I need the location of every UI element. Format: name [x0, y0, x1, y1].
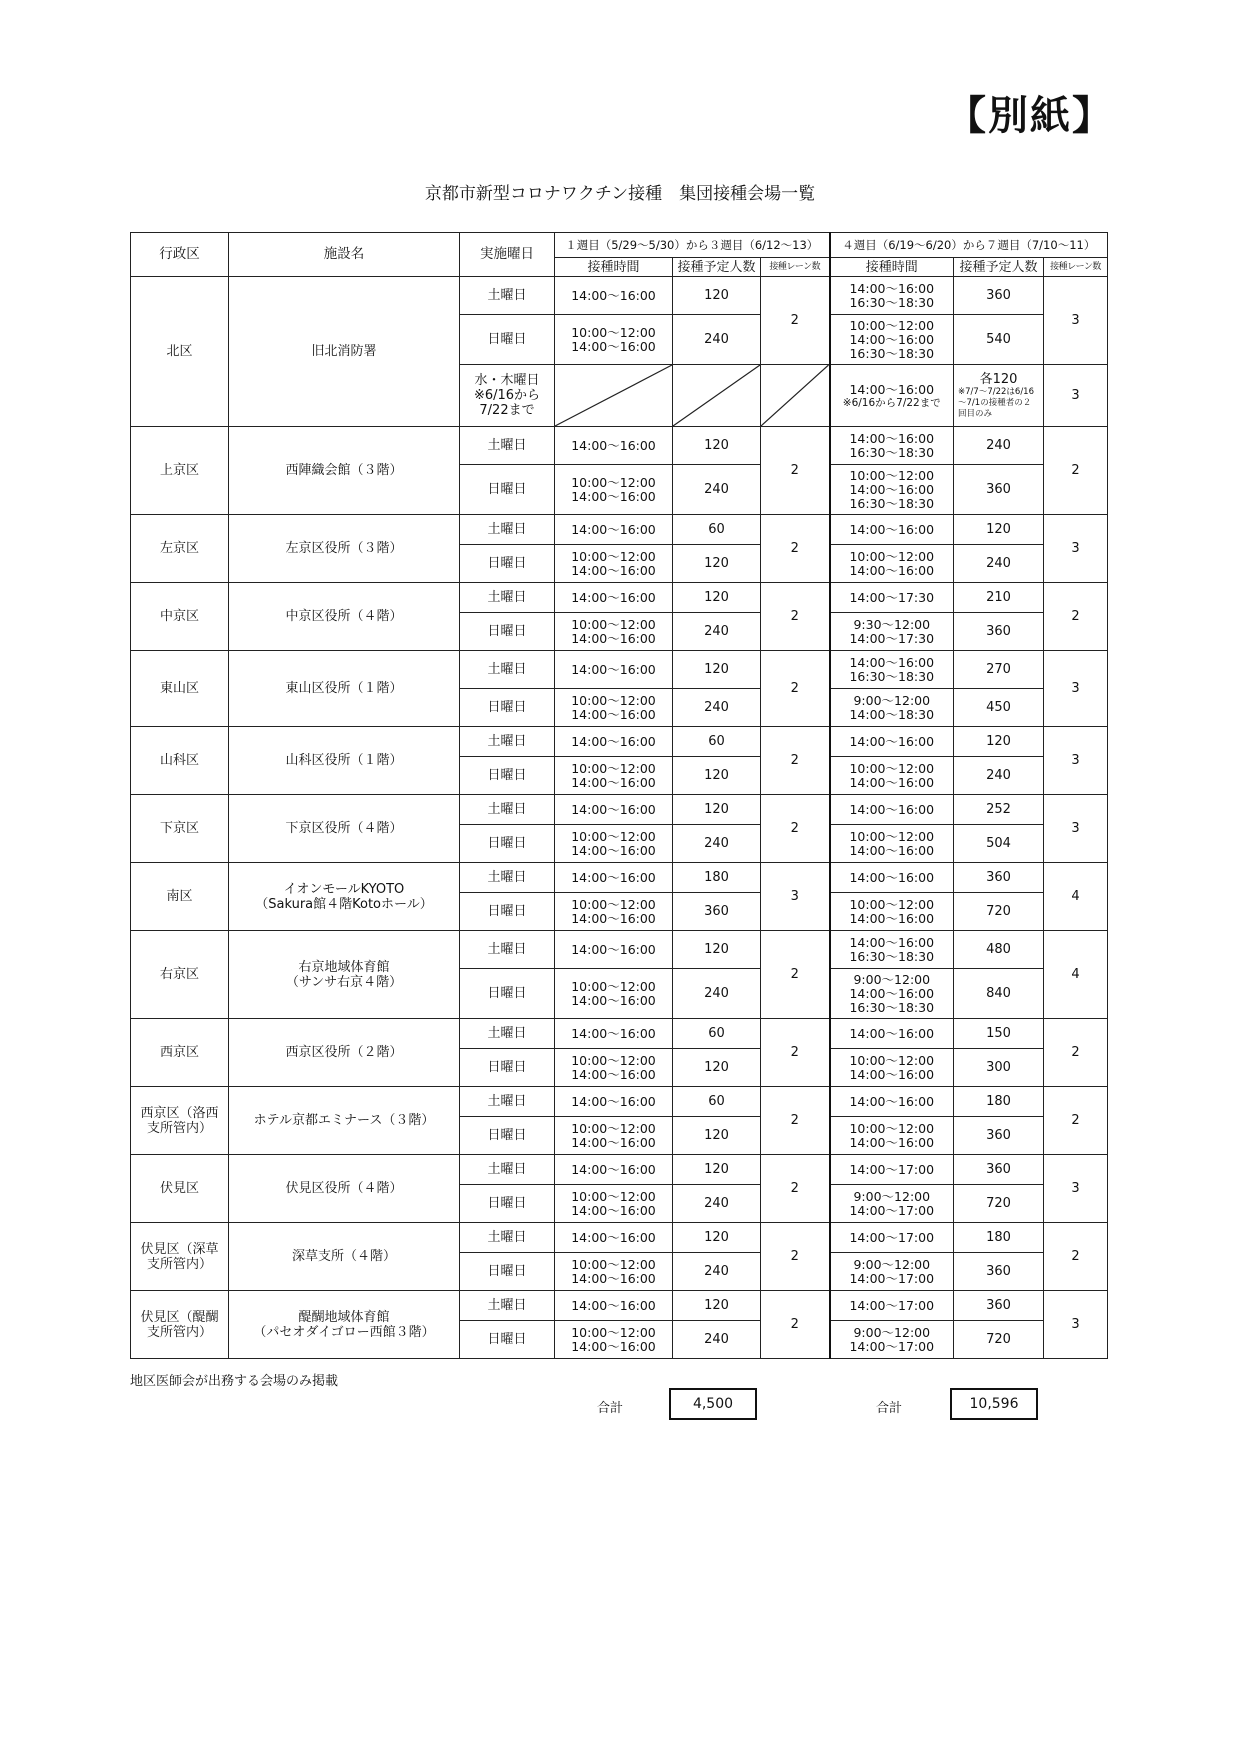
day-cell: 土曜日 [460, 863, 555, 893]
people-cell-period-2: 360 [954, 465, 1044, 515]
people-cell-period-2: 840 [954, 969, 1044, 1019]
lanes-cell-period-2: 3 [1044, 651, 1108, 727]
lanes-cell-period-1: 2 [761, 583, 830, 651]
people-cell-period-1: 240 [673, 315, 761, 365]
people-cell-period-1: 120 [673, 1291, 761, 1321]
day-cell: 土曜日 [460, 931, 555, 969]
time-cell-period-1: 10:00～12:00 14:00～16:00 [555, 969, 673, 1019]
people-cell-period-1: 120 [673, 545, 761, 583]
lanes-cell-period-2: 2 [1044, 427, 1108, 515]
lanes-cell-period-2: 3 [1044, 795, 1108, 863]
time-cell-period-1: 10:00～12:00 14:00～16:00 [555, 545, 673, 583]
lanes-cell-period-2: 4 [1044, 863, 1108, 931]
header-people-1: 接種予定人数 [673, 258, 761, 277]
time-cell-period-2: 14:00～16:00 [830, 1087, 954, 1117]
lanes-cell-period-2: 3 [1044, 1291, 1108, 1359]
day-cell: 日曜日 [460, 969, 555, 1019]
time-cell-period-2: 14:00～17:00 [830, 1155, 954, 1185]
lanes-cell-period-1: 3 [761, 863, 830, 931]
people-cell-period-2: 240 [954, 545, 1044, 583]
lanes-cell-period-1: 2 [761, 795, 830, 863]
lanes-cell-period-1: 2 [761, 1019, 830, 1087]
time-cell-period-1: 14:00～16:00 [555, 931, 673, 969]
time-cell-period-1: 14:00～16:00 [555, 277, 673, 315]
people-cell-period-2: 240 [954, 757, 1044, 795]
facility-cell: 旧北消防署 [229, 277, 460, 427]
day-cell: 土曜日 [460, 515, 555, 545]
facility-cell: 東山区役所（１階） [229, 651, 460, 727]
day-cell: 土曜日 [460, 1155, 555, 1185]
people-cell-period-2: 450 [954, 689, 1044, 727]
header-day: 実施曜日 [460, 233, 555, 277]
people-cell-period-2: 150 [954, 1019, 1044, 1049]
ward-cell: 西京区 [131, 1019, 229, 1087]
people-cell-period-2: 720 [954, 1185, 1044, 1223]
venue-table [130, 232, 1108, 1359]
people-cell-period-1: 120 [673, 757, 761, 795]
time-cell-period-2: 9:00～12:00 14:00～18:30 [830, 689, 954, 727]
time-cell-period-2: 14:00～16:00 16:30～18:30 [830, 277, 954, 315]
time-cell-period-2: 14:00～17:30 [830, 583, 954, 613]
ward-cell: 伏見区（深草 支所管内） [131, 1223, 229, 1291]
day-cell: 日曜日 [460, 545, 555, 583]
empty-slash-cell [555, 365, 673, 427]
time-cell-period-1: 10:00～12:00 14:00～16:00 [555, 689, 673, 727]
ward-cell: 北区 [131, 277, 229, 427]
day-cell: 日曜日 [460, 1185, 555, 1223]
day-cell: 土曜日 [460, 1291, 555, 1321]
table-row [131, 427, 1108, 465]
table-row [131, 795, 1108, 825]
lanes-cell-period-2: 3 [1044, 277, 1108, 365]
people-cell-period-1: 240 [673, 1321, 761, 1359]
lanes-cell-period-2: 2 [1044, 1087, 1108, 1155]
day-cell: 日曜日 [460, 1321, 555, 1359]
lanes-cell-period-2: 3 [1044, 515, 1108, 583]
time-cell-period-1: 14:00～16:00 [555, 1019, 673, 1049]
day-cell: 土曜日 [460, 583, 555, 613]
lanes-cell-period-2: 3 [1044, 1155, 1108, 1223]
people-cell-period-1: 240 [673, 613, 761, 651]
facility-cell: 西京区役所（２階） [229, 1019, 460, 1087]
slash-mark [761, 365, 829, 426]
facility-cell: 深草支所（４階） [229, 1223, 460, 1291]
people-cell-period-1: 60 [673, 515, 761, 545]
people-cell-period-2: 360 [954, 613, 1044, 651]
time-cell-period-1: 10:00～12:00 14:00～16:00 [555, 613, 673, 651]
people-cell-period-1: 60 [673, 1087, 761, 1117]
day-cell: 土曜日 [460, 1087, 555, 1117]
table-row [131, 277, 1108, 315]
people-cell-period-1: 120 [673, 1155, 761, 1185]
day-cell: 日曜日 [460, 1117, 555, 1155]
day-cell: 土曜日 [460, 277, 555, 315]
ward-cell: 下京区 [131, 795, 229, 863]
facility-cell: 山科区役所（１階） [229, 727, 460, 795]
time-cell-period-1: 14:00～16:00 [555, 1223, 673, 1253]
time-cell-period-2: 14:00～16:00 [830, 863, 954, 893]
people-cell-period-1: 240 [673, 465, 761, 515]
lanes-cell-period-2: 2 [1044, 1223, 1108, 1291]
people-cell-period-1: 240 [673, 969, 761, 1019]
header-lanes-2: 接種レーン数 [1044, 258, 1108, 277]
people-cell-period-2: 210 [954, 583, 1044, 613]
day-cell: 日曜日 [460, 757, 555, 795]
header-ward: 行政区 [131, 233, 229, 277]
lanes-cell-period-1: 2 [761, 1155, 830, 1223]
facility-cell: ホテル京都エミナース（３階） [229, 1087, 460, 1155]
lanes-cell-period-1: 2 [761, 727, 830, 795]
day-cell: 日曜日 [460, 825, 555, 863]
header-lanes-1: 接種レーン数 [761, 258, 830, 277]
people-cell-period-1: 120 [673, 1049, 761, 1087]
people-cell-period-1: 120 [673, 1223, 761, 1253]
people-cell-period-2: 360 [954, 1253, 1044, 1291]
people-cell-period-1: 240 [673, 1253, 761, 1291]
time-cell-period-2: 10:00～12:00 14:00～16:00 [830, 1117, 954, 1155]
time-cell-period-1: 14:00～16:00 [555, 1155, 673, 1185]
time-note: ※6/16から7/22まで [842, 396, 941, 409]
ward-cell: 伏見区（醍醐 支所管内） [131, 1291, 229, 1359]
ward-cell: 伏見区 [131, 1155, 229, 1223]
table-row [131, 651, 1108, 689]
people-cell-period-2: 480 [954, 931, 1044, 969]
day-cell: 日曜日 [460, 689, 555, 727]
time-cell-period-2: 10:00～12:00 14:00～16:00 [830, 825, 954, 863]
empty-slash-cell [761, 365, 830, 427]
people-cell-period-2: 720 [954, 893, 1044, 931]
day-cell: 水・木曜日 ※6/16から 7/22まで [460, 365, 555, 427]
lanes-cell-period-1: 2 [761, 277, 830, 365]
people-cell-period-1: 120 [673, 583, 761, 613]
ward-cell: 西京区（洛西 支所管内） [131, 1087, 229, 1155]
day-cell: 土曜日 [460, 1019, 555, 1049]
lanes-cell-period-1: 2 [761, 651, 830, 727]
time-cell-period-2: 9:30～12:00 14:00～17:30 [830, 613, 954, 651]
time-cell-period-2: 14:00～16:00 [830, 795, 954, 825]
people-note: ※7/7～7/22は6/16～7/1の接種者の２回目のみ [958, 386, 1034, 419]
time-cell-period-2: 9:00～12:00 14:00～17:00 [830, 1185, 954, 1223]
people-cell-period-2: 360 [954, 277, 1044, 315]
lanes-cell-period-1: 2 [761, 427, 830, 515]
facility-cell: 伏見区役所（４階） [229, 1155, 460, 1223]
people-cell-period-1: 120 [673, 795, 761, 825]
time-cell-period-2: 9:00～12:00 14:00～16:00 16:30～18:30 [830, 969, 954, 1019]
header-period-2: ４週目（6/19～6/20）から７週目（7/10～11） [830, 233, 1108, 258]
people-cell-period-1: 180 [673, 863, 761, 893]
time-cell-period-2: 14:00～16:00 [830, 515, 954, 545]
lanes-cell-period-2: 2 [1044, 1019, 1108, 1087]
people-cell-period-1: 120 [673, 427, 761, 465]
facility-cell: 西陣織会館（３階） [229, 427, 460, 515]
time-cell-period-1: 10:00～12:00 14:00～16:00 [555, 757, 673, 795]
total-value-1: 4,500 [669, 1388, 757, 1420]
lanes-cell-period-1: 2 [761, 1223, 830, 1291]
total-label-1: 合計 [597, 1401, 624, 1416]
table-body [131, 277, 1108, 1359]
time-cell-period-1: 14:00～16:00 [555, 863, 673, 893]
table-row [131, 1087, 1108, 1117]
facility-cell: 右京地域体育館 （サンサ右京４階） [229, 931, 460, 1019]
facility-cell: 醍醐地域体育館 （パセオダイゴロー西館３階） [229, 1291, 460, 1359]
slash-mark [673, 365, 760, 426]
people-value: 各120 [979, 371, 1018, 387]
table-row [131, 1019, 1108, 1049]
time-cell-period-1: 10:00～12:00 14:00～16:00 [555, 825, 673, 863]
header-row [131, 233, 1108, 258]
day-cell: 土曜日 [460, 795, 555, 825]
total-label-2: 合計 [876, 1401, 903, 1416]
people-cell-period-2: 720 [954, 1321, 1044, 1359]
people-cell-period-2: 360 [954, 1291, 1044, 1321]
ward-cell: 左京区 [131, 515, 229, 583]
appendix-tag: 【別紙】 [946, 93, 1114, 139]
people-cell-period-2: 360 [954, 863, 1044, 893]
time-cell-period-1: 10:00～12:00 14:00～16:00 [555, 315, 673, 365]
people-cell-period-1: 60 [673, 727, 761, 757]
day-cell: 土曜日 [460, 1223, 555, 1253]
table-row [131, 1291, 1108, 1321]
people-cell-period-2: 120 [954, 515, 1044, 545]
time-cell-period-2: 10:00～12:00 14:00～16:00 16:30～18:30 [830, 465, 954, 515]
ward-cell: 中京区 [131, 583, 229, 651]
time-cell-period-2: 14:00～17:00 [830, 1223, 954, 1253]
lanes-cell-period-1: 2 [761, 1087, 830, 1155]
people-cell-period-1: 120 [673, 931, 761, 969]
facility-cell: 下京区役所（４階） [229, 795, 460, 863]
ward-cell: 東山区 [131, 651, 229, 727]
time-cell-period-1: 14:00～16:00 [555, 583, 673, 613]
table-row [131, 727, 1108, 757]
time-value: 14:00～16:00 [849, 381, 935, 397]
day-cell: 日曜日 [460, 465, 555, 515]
table-row [131, 515, 1108, 545]
time-cell-period-2: 10:00～12:00 14:00～16:00 [830, 545, 954, 583]
footnote: 地区医師会が出務する会場のみ掲載 [130, 1374, 339, 1389]
day-cell: 土曜日 [460, 427, 555, 465]
table-row [131, 1223, 1108, 1253]
header-people-2: 接種予定人数 [954, 258, 1044, 277]
header-period-1: １週目（5/29～5/30）から３週目（6/12～13） [555, 233, 830, 258]
lanes-cell-period-1: 2 [761, 1291, 830, 1359]
time-cell-period-1: 10:00～12:00 14:00～16:00 [555, 893, 673, 931]
lanes-cell-period-2: 2 [1044, 583, 1108, 651]
time-cell-period-2: 14:00～16:00 16:30～18:30 [830, 427, 954, 465]
day-cell: 日曜日 [460, 893, 555, 931]
time-cell-period-1: 14:00～16:00 [555, 1291, 673, 1321]
time-cell-period-1: 10:00～12:00 14:00～16:00 [555, 1253, 673, 1291]
people-cell-period-1: 240 [673, 825, 761, 863]
lanes-cell-period-1: 2 [761, 515, 830, 583]
time-cell-period-2: 14:00～16:00 [830, 1019, 954, 1049]
time-cell-period-2: 9:00～12:00 14:00～17:00 [830, 1321, 954, 1359]
header-time-1: 接種時間 [555, 258, 673, 277]
day-cell: 土曜日 [460, 651, 555, 689]
table-row [131, 1155, 1108, 1185]
time-cell-period-1: 14:00～16:00 [555, 651, 673, 689]
time-cell-period-2: 14:00～16:00 16:30～18:30 [830, 931, 954, 969]
day-cell: 土曜日 [460, 727, 555, 757]
time-cell-period-1: 14:00～16:00 [555, 515, 673, 545]
lanes-cell-period-2: 4 [1044, 931, 1108, 1019]
header-facility: 施設名 [229, 233, 460, 277]
people-cell-period-2: 180 [954, 1087, 1044, 1117]
time-cell-period-2: 10:00～12:00 14:00～16:00 [830, 1049, 954, 1087]
lanes-cell-period-2: 3 [1044, 727, 1108, 795]
table-row [131, 931, 1108, 969]
time-cell-period-1: 14:00～16:00 [555, 727, 673, 757]
slash-mark [555, 365, 672, 426]
header-time-2: 接種時間 [830, 258, 954, 277]
people-cell-period-2: 252 [954, 795, 1044, 825]
people-cell-period-2: 360 [954, 1155, 1044, 1185]
lanes-cell-period-1: 2 [761, 931, 830, 1019]
people-cell-period-2: 504 [954, 825, 1044, 863]
day-cell: 日曜日 [460, 1049, 555, 1087]
time-cell-period-1: 10:00～12:00 14:00～16:00 [555, 1321, 673, 1359]
people-cell-period-2: 270 [954, 651, 1044, 689]
day-cell: 日曜日 [460, 613, 555, 651]
ward-cell: 右京区 [131, 931, 229, 1019]
time-cell-period-2: 10:00～12:00 14:00～16:00 [830, 893, 954, 931]
table-row [131, 583, 1108, 613]
time-cell-period-2 [830, 365, 954, 427]
time-cell-period-1: 14:00～16:00 [555, 427, 673, 465]
people-cell-period-1: 240 [673, 1185, 761, 1223]
facility-cell: イオンモールKYOTO （Sakura館４階Kotoホール） [229, 863, 460, 931]
time-cell-period-1: 10:00～12:00 14:00～16:00 [555, 1049, 673, 1087]
people-cell-period-2: 300 [954, 1049, 1044, 1087]
ward-cell: 山科区 [131, 727, 229, 795]
time-cell-period-2: 10:00～12:00 14:00～16:00 16:30～18:30 [830, 315, 954, 365]
facility-cell: 中京区役所（４階） [229, 583, 460, 651]
time-cell-period-1: 10:00～12:00 14:00～16:00 [555, 465, 673, 515]
facility-cell: 左京区役所（３階） [229, 515, 460, 583]
time-cell-period-2: 14:00～16:00 16:30～18:30 [830, 651, 954, 689]
total-value-2: 10,596 [950, 1388, 1038, 1420]
time-cell-period-2: 14:00～16:00 [830, 727, 954, 757]
time-cell-period-2: 14:00～17:00 [830, 1291, 954, 1321]
people-cell-period-2 [954, 365, 1044, 427]
people-cell-period-2: 240 [954, 427, 1044, 465]
people-cell-period-1: 60 [673, 1019, 761, 1049]
people-cell-period-2: 120 [954, 727, 1044, 757]
time-cell-period-1: 10:00～12:00 14:00～16:00 [555, 1117, 673, 1155]
lanes-cell-period-2: 3 [1044, 365, 1108, 427]
time-cell-period-2: 10:00～12:00 14:00～16:00 [830, 757, 954, 795]
people-cell-period-1: 120 [673, 277, 761, 315]
table-row [131, 863, 1108, 893]
people-cell-period-1: 120 [673, 1117, 761, 1155]
time-cell-period-2: 9:00～12:00 14:00～17:00 [830, 1253, 954, 1291]
time-cell-period-1: 14:00～16:00 [555, 795, 673, 825]
ward-cell: 南区 [131, 863, 229, 931]
day-cell: 日曜日 [460, 1253, 555, 1291]
people-cell-period-1: 240 [673, 689, 761, 727]
people-cell-period-2: 540 [954, 315, 1044, 365]
ward-cell: 上京区 [131, 427, 229, 515]
empty-slash-cell [673, 365, 761, 427]
time-cell-period-1: 10:00～12:00 14:00～16:00 [555, 1185, 673, 1223]
people-cell-period-2: 180 [954, 1223, 1044, 1253]
time-cell-period-1: 14:00～16:00 [555, 1087, 673, 1117]
people-cell-period-1: 120 [673, 651, 761, 689]
document-title: 京都市新型コロナワクチン接種 集団接種会場一覧 [424, 184, 816, 204]
day-cell: 日曜日 [460, 315, 555, 365]
people-cell-period-2: 360 [954, 1117, 1044, 1155]
people-cell-period-1: 360 [673, 893, 761, 931]
